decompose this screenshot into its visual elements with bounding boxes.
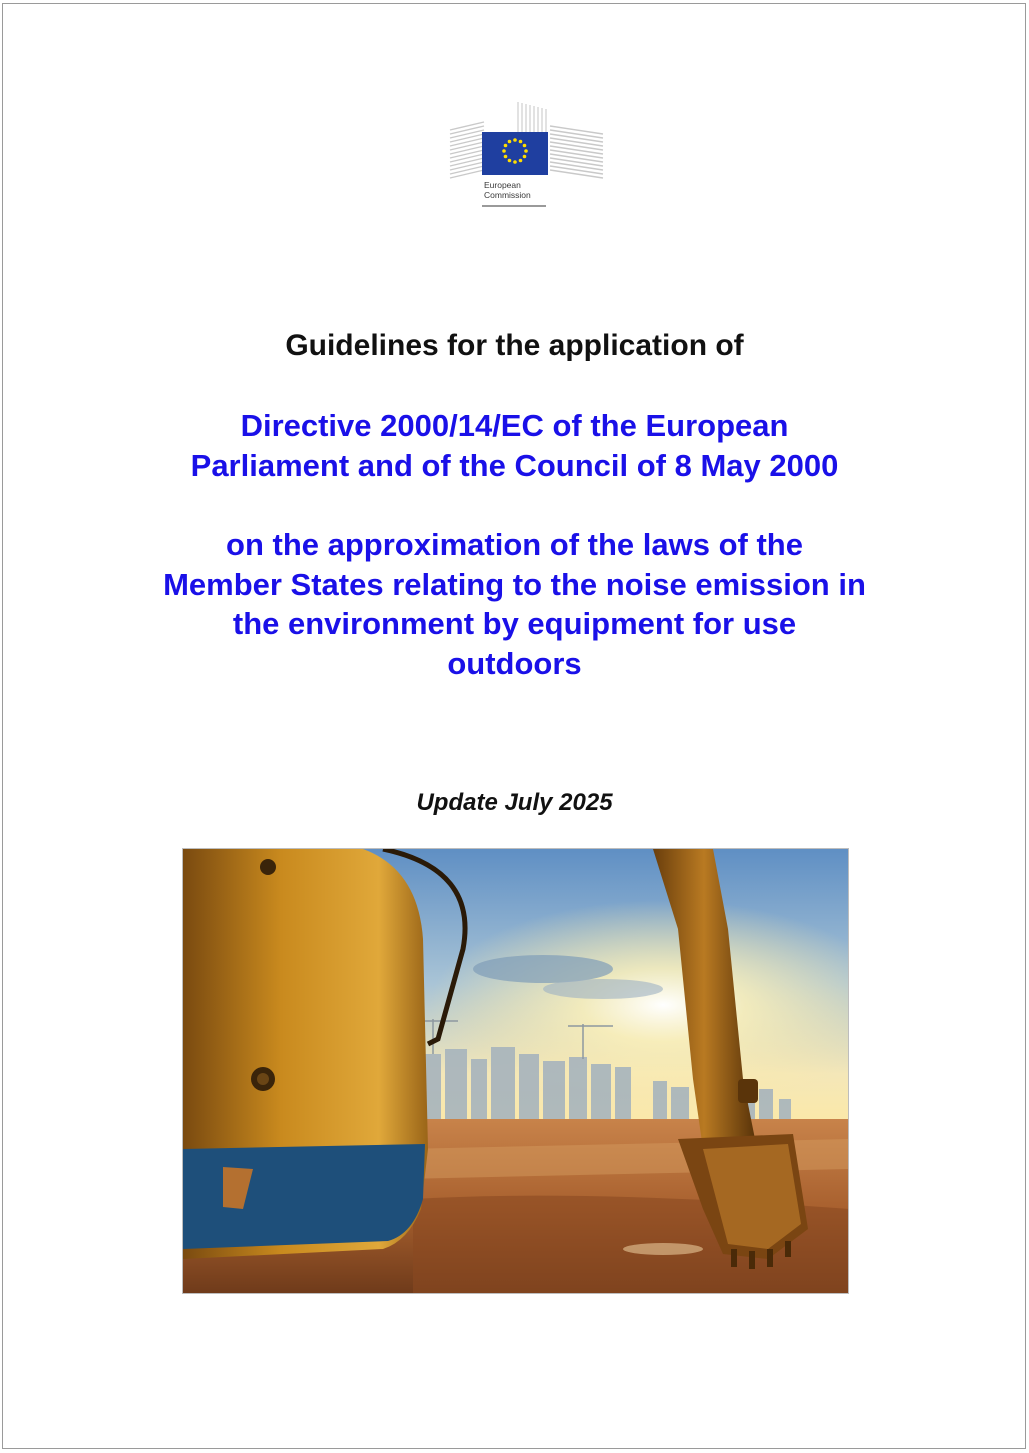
directive-subject: [0, 525, 1029, 683]
logo-text: [484, 180, 531, 200]
construction-site-image: [183, 849, 849, 1294]
subject-line-2: Member States relating to the noise emission in: [163, 566, 866, 602]
logo-line-1: European: [484, 180, 521, 190]
subject-line-4: outdoors: [447, 645, 582, 681]
building-left-wing: [450, 122, 484, 178]
subject-line-3: the environment by equipment for use: [232, 606, 797, 641]
update-date: Update July 2025: [416, 789, 613, 816]
directive-title: [0, 406, 1029, 485]
cover-photo-excavator: [182, 848, 849, 1294]
logo-line-2: Commission: [484, 190, 531, 200]
building-top-wing: [518, 102, 546, 132]
directive-line-2: Parliament and of the Council of 8 May 2000: [190, 447, 839, 483]
building-right-wing: [550, 126, 603, 178]
subject-line-1: on the approximation of the laws of the: [226, 527, 803, 562]
document-heading: Guidelines for the application of: [285, 329, 744, 362]
european-commission-logo: [448, 100, 606, 210]
directive-line-1: Directive 2000/14/EC of the European: [240, 408, 789, 443]
